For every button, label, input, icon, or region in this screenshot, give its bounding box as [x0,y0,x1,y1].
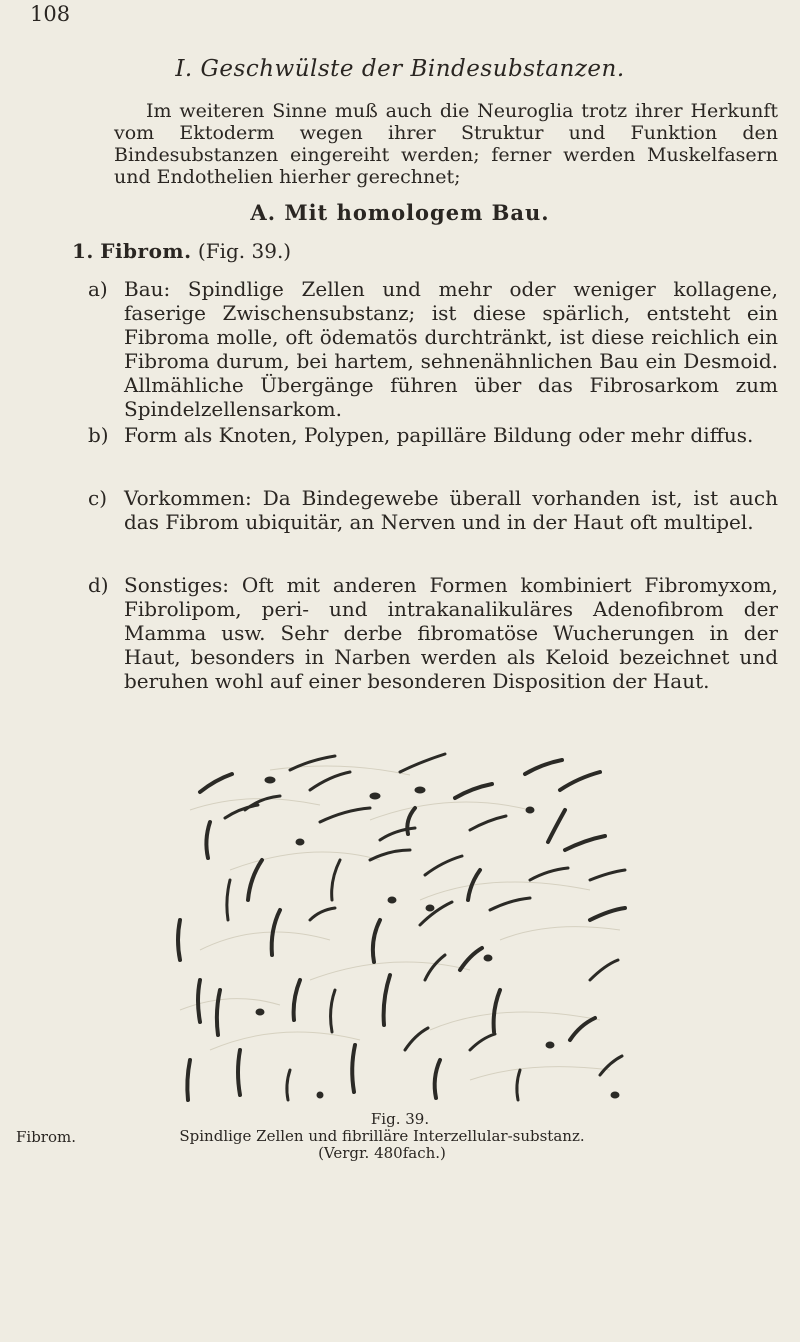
figure-number: Fig. 39. [370,1110,430,1128]
page-number: 108 [30,2,71,26]
intro-text: Im weiteren Sinne muß auch die Neuroglia trotz ihrer Herkunft vom Ektoderm wegen ihrer Struktur und Funktion den Bindesubstanzen eingereiht werden; ferner werden Muskelfasern und Endothelien hierher gerechnet; [114,100,778,188]
list-item-mark: d) [88,573,109,597]
intro-paragraph [114,100,778,188]
list-item-text: Sonstiges: Oft mit anderen Formen kombiniert Fibromyxom, Fibrolipom, peri- und intrakanalikuläres Adenofibrom der Mamma usw. Sehr derbe fibromatöse Wucherungen in der Haut, besonders in Narben werden als Keloid bezeichnet und beruhen wohl auf einer besonderen Disposition der Haut. [124,573,778,693]
list-item-a [88,277,778,421]
figure-label: Fibrom. [16,1128,76,1146]
fibroma-micrograph [170,750,630,1105]
entry-figure-ref: (Fig. 39.) [197,239,292,263]
running-head: I. Geschwülste der Bindesubstanzen. [175,56,625,82]
list-item-mark: a) [88,277,108,301]
list-item-d [88,573,778,693]
list-item-mark: c) [88,486,108,510]
entry-title [72,239,291,263]
list-item-b [88,423,778,447]
list-item-mark: b) [88,423,109,447]
section-heading: A. Mit homologem Bau. [250,200,550,225]
list-item-c [88,486,778,534]
list-item-text: Bau: Spindlige Zellen und mehr oder weniger kollagene, faserige Zwischensubstanz; ist diese spärlich, entsteht ein Fibroma molle, oft ödematös durchtränkt, ist diese reichlich ein Fibroma durum, bei hartem, sehnenähnlichen Bau ein Desmoid. Allmähliche Übergänge führen über das Fibrosarkom zum Spindelzellensarkom. [124,277,778,421]
list-item-text: Form als Knoten, Polypen, papilläre Bildung oder mehr diffus. [124,423,754,447]
figure-caption: Spindlige Zellen und fibrilläre Interzellular-substanz. (Vergr. 480fach.) [179,1127,585,1162]
entry-number: 1. [72,239,94,263]
list-item-text: Vorkommen: Da Bindegewebe überall vorhanden ist, ist auch das Fibrom ubiquitär, an Nerven und in der Haut oft multipel. [124,486,778,534]
entry-name: Fibrom. [100,239,192,263]
